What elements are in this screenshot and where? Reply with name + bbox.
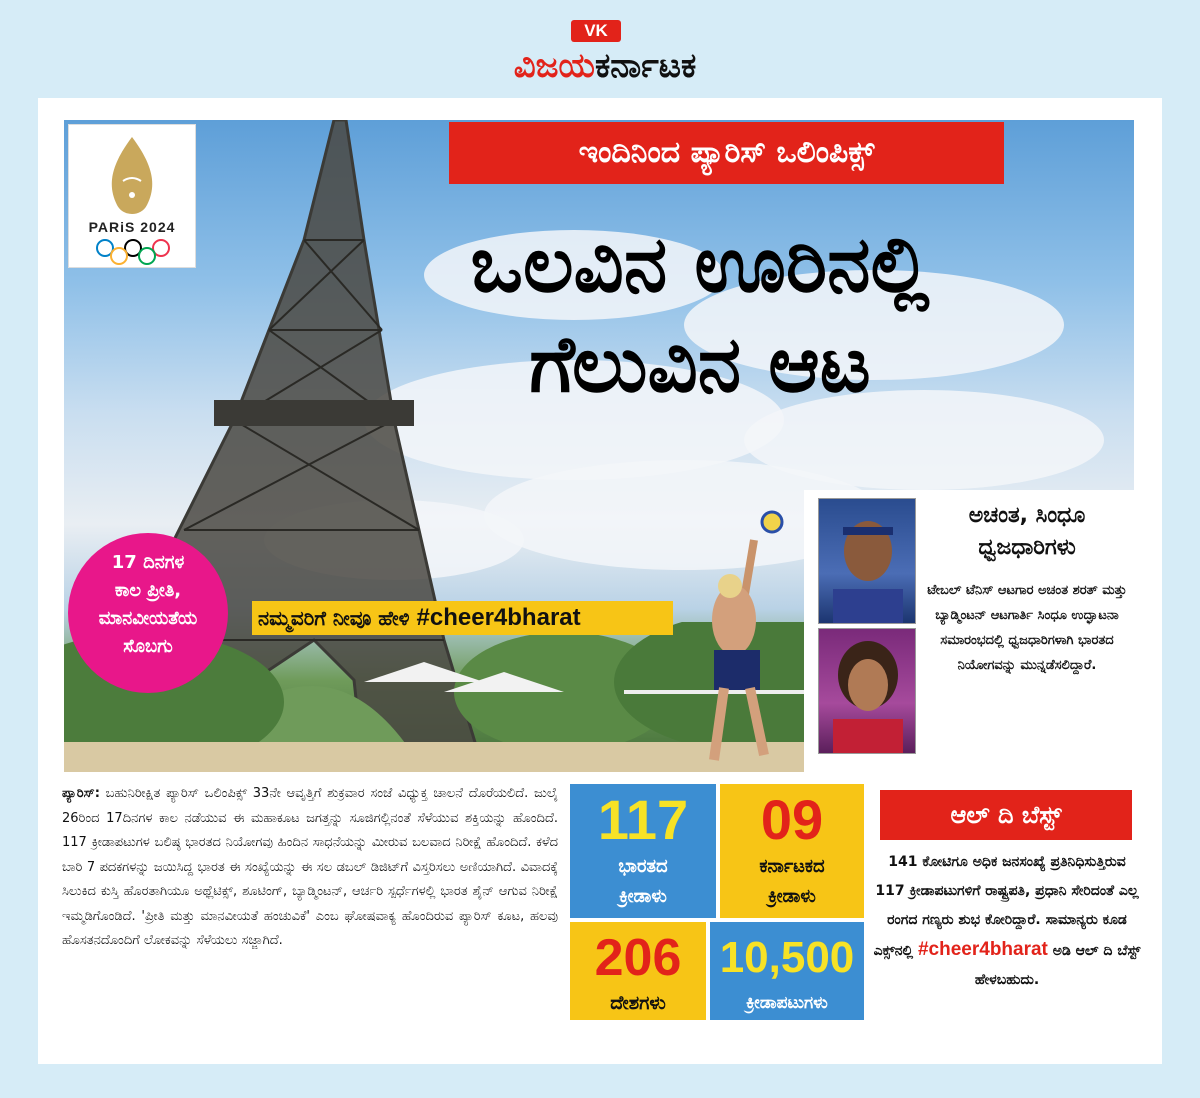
flag-bearers-box (804, 490, 1134, 772)
stat-label: ಕರ್ನಾಟಕದ (759, 856, 825, 877)
stat-label: ದೇಶಗಳು (610, 992, 666, 1014)
sindhu-photo (818, 628, 916, 754)
all-the-best-body (872, 848, 1142, 995)
flag-bearers-body: ಟೇಬಲ್ ಟೆನಿಸ್ ಆಟಗಾರ ಅಚಂತ ಶರತ್ ಮತ್ತು ಬ್ಯಾಡ್ಮಿಂಟನ್ ಆಟಗಾರ್ತಿ ಸಿಂಧೂ ಉದ್ಘಾಟನಾ ಸಮಾರಂಭದಲ್ಲಿ ಧ್ವಜಧಾರಿಗಳಾಗಿ ಭಾರತದ ನಿಯೋಗವನ್ನು ಮುನ್ನಡೆಸಲಿದ್ದಾರೆ. (927, 583, 1127, 673)
vk-badge: VK (571, 20, 621, 42)
stat-number: 206 (594, 929, 682, 987)
headline (270, 215, 1130, 415)
stat-countries (570, 922, 706, 1020)
brand-part-1: ವಿಜಯ (513, 46, 595, 86)
cheer-strip (252, 601, 673, 635)
stat-label: ಕ್ರೀಡಾಳು (768, 886, 816, 907)
article-body (62, 782, 558, 954)
pink-line-4: ಸೊಬಗು (123, 636, 173, 657)
flame-face-icon (101, 135, 163, 221)
olympic-rings-icon (91, 239, 175, 265)
stat-number: 10,500 (719, 933, 855, 982)
pink-line-3: ಮಾನವೀಯತೆಯ (98, 608, 198, 629)
cheer-text: ನಮ್ಮವರಿಗೆ ನೀವೂ ಹೇಳಿ (258, 606, 417, 630)
stat-number: 117 (597, 788, 689, 851)
stat-india-athletes (570, 784, 716, 918)
article-lead: ಪ್ಯಾರಿಸ್: (62, 786, 100, 801)
stat-label: ಕ್ರೀಡಾಳು (619, 886, 667, 907)
pink-line-1: 17 ದಿನಗಳ (111, 552, 185, 573)
best-text: 141 ಕೋಟಿಗೂ ಅಧಿಕ ಜನಸಂಖ್ಯೆ ಪ್ರತಿನಿಧಿಸುತ್ತಿರುವ 117 ಕ್ರೀಡಾಪಟುಗಳಿಗೆ ರಾಷ್ಟ್ರಪತಿ, ಪ್ರಧಾನಿ ಸೇರಿದಂತೆ ಎಲ್ಲ ರಂಗದ ಗಣ್ಯರು ಶುಭ ಕೋರಿದ್ದಾರೆ. ಸಾಮಾನ್ಯರು ಕೂಡ ಎಕ್ಸ್‌ನಲ್ಲಿ (873, 854, 1139, 959)
flag-bearers-title: ಅಚಂತ, ಸಿಂಧೂ ಧ್ವಜಧಾರಿಗಳು (968, 503, 1086, 560)
best-tail: ಅಡಿ ಆಲ್ ದಿ ಬೆಸ್ಟ್ ಹೇಳಬಹುದು. (974, 943, 1141, 988)
best-hashtag: #cheer4bharat (917, 939, 1048, 960)
cheer-hashtag: #cheer4bharat (416, 604, 581, 631)
paris-2024-logo (68, 124, 196, 268)
stat-total-athletes (710, 922, 864, 1020)
brand-name (440, 46, 770, 86)
all-the-best-banner: ಆಲ್ ದಿ ಬೆಸ್ಟ್ (880, 790, 1132, 840)
article-text: ಬಹುನಿರೀಕ್ಷಿತ ಪ್ಯಾರಿಸ್ ಒಲಿಂಪಿಕ್ಸ್ 33ನೇ ಆವೃತ್ತಿಗೆ ಶುಕ್ರವಾರ ಸಂಜೆ ವಿಧ್ಯುಕ್ತ ಚಾಲನೆ ದೊರೆಯಲಿದೆ. ಜುಲೈ 26ರಿಂದ 17ದಿನಗಳ ಕಾಲ ನಡೆಯುವ ಈ ಮಹಾಕೂಟ ಜಗತ್ತನ್ನು ಸೂಜಿಗಲ್ಲಿನಂತೆ ಸೆಳೆಯುವ ಶಕ್ತಿಯನ್ನು ಹೊಂದಿದೆ. 117 ಕ್ರೀಡಾಪಟುಗಳ ಬಲಿಷ್ಠ ಭಾರತದ ನಿಯೋಗವು ಹಿಂದಿನ ಸಾಧನೆಯನ್ನು ಮೀರುವ ಬಲವಾದ ನಿರೀಕ್ಷೆ ಹೊಂದಿದೆ. ಕಳೆದ ಬಾರಿ 7 ಪದಕಗಳನ್ನು ಜಯಿಸಿದ್ದ ಭಾರತ ಈ ಸಂಖ್ಯೆಯನ್ನು ಈ ಸಲ ಡಬಲ್ ಡಿಜಿಟ್‌ಗೆ ವಿಸ್ತರಿಸಲು ಅಣಿಯಾಗಿದೆ. ವಿವಾದಕ್ಕೆ ಸಿಲುಕಿದ ಕುಸ್ತಿ ಹೊರತಾಗಿಯೂ ಅಥ್ಲೆಟಿಕ್ಸ್, ಶೂಟಿಂಗ್, ಬ್ಯಾಡ್ಮಿಂಟನ್, ಆರ್ಚರಿ ಸ್ಪರ್ಧೆಗಳಲ್ಲಿ ಭಾರತ ಶೈನ್ ಆಗುವ ನಿರೀಕ್ಷೆ ಇಮ್ಮಡಿಗೊಂಡಿದೆ. 'ಪ್ರೀತಿ ಮತ್ತು ಮಾನವೀಯತೆ ಹಂಚುವಿಕೆ' ಎಂಬ ಘೋಷವಾಕ್ಯ ಹೊಂದಿರುವ ಪ್ಯಾರಿಸ್ ಕೂಟ, ಹಲವು ಹೊಸತನದೊಂದಿಗೆ ಲೋಕವನ್ನು ಸೆಳೆಯಲು ಸಜ್ಜಾಗಿದೆ. (62, 786, 558, 948)
headline-line-2: ಗೆಲುವಿನ ಆಟ (529, 320, 871, 410)
achanta-photo (818, 498, 916, 624)
stat-karnataka-athletes (720, 784, 864, 918)
masthead (0, 0, 1200, 92)
stat-label: ಕ್ರೀಡಾಪಟುಗಳು (746, 993, 828, 1013)
brand-part-2: ಕರ್ನಾಟಕ (594, 46, 697, 86)
stat-number: 09 (760, 788, 824, 851)
logo-text: PARiS 2024 (88, 219, 176, 235)
top-banner: ಇಂದಿನಿಂದ ಪ್ಯಾರಿಸ್ ಒಲಿಂಪಿಕ್ಸ್ (449, 122, 1004, 184)
volleyball-player (684, 510, 804, 770)
pink-circle-callout (68, 533, 228, 693)
headline-line-1: ಒಲವಿನ ಊರಿನಲ್ಲಿ (470, 220, 930, 310)
stat-label: ಭಾರತದ (618, 856, 668, 877)
pink-line-2: ಕಾಲ ಪ್ರೀತಿ, (114, 580, 182, 601)
